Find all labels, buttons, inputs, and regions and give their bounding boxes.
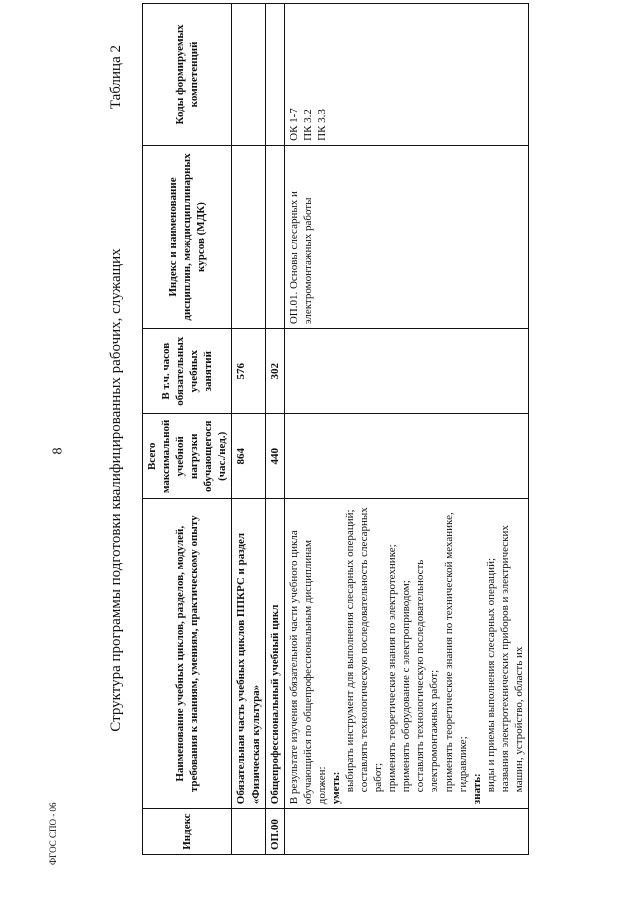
can-item: применять теоретические знания по электротехнике;: [386, 544, 399, 793]
cell-max-load: [284, 414, 528, 499]
cell-index: [232, 809, 265, 855]
can-item: применять теоретические знания по технической механике, гидравлике;: [442, 512, 469, 793]
header-max-load: Всего максимальной учебной нагрузки обучающегося (час./нед.): [143, 414, 232, 499]
can-item: составлять технологическую последовательность электромонтажных работ;: [414, 559, 441, 793]
cell-max-load: 440: [265, 414, 284, 499]
header-discipline: Индекс и наименование дисциплин, междисциплинарных курсов (МДК): [143, 145, 232, 328]
know-item: названия электротехнических приборов и электрических машин, устройство, область их: [498, 525, 525, 793]
cell-index: [284, 809, 528, 855]
requirements-intro: В результате изучения обязательной части учебного цикла обучающийся по общепрофессиональным дисциплинам должен:: [287, 530, 328, 805]
cell-codes: [265, 4, 284, 146]
cell-requirements: [284, 499, 528, 809]
header-name: Наименование учебных циклов, разделов, модулей, требования к знаниям, умениям, практическому опыту: [143, 499, 232, 809]
table-row-op01: [284, 4, 528, 855]
table-row-op00: [265, 4, 284, 855]
footer-code: ФГОС СПО - 06: [48, 802, 58, 865]
cell-discipline: [265, 145, 284, 328]
table-row-mandatory: [232, 4, 265, 855]
page-number: 8: [50, 447, 66, 455]
cell-discipline: ОП.01. Основы слесарных и электромонтажных работы: [284, 145, 528, 328]
know-label: знать:: [470, 773, 483, 805]
header-codes: Коды формируемых компетенций: [143, 4, 232, 146]
competence-code: ПК 3.3: [315, 109, 328, 141]
structure-table: [142, 3, 529, 855]
table-caption: Таблица 2: [108, 45, 124, 110]
can-item: выбирать инструмент для выполнения слесарных операций;: [344, 509, 357, 793]
know-item: виды и приемы выполнения слесарных операций;: [484, 557, 497, 793]
cell-required: 576: [232, 329, 265, 414]
cell-index: ОП.00: [265, 809, 284, 855]
cell-codes: [284, 4, 528, 146]
cell-name: Общепрофессиональный учебный цикл: [265, 499, 284, 809]
can-label: уметь:: [329, 771, 342, 805]
competence-code: ОК 1-7: [287, 108, 300, 141]
cell-required: 302: [265, 329, 284, 414]
header-index: Индекс: [143, 809, 232, 855]
rotated-sheet: [100, 5, 590, 855]
header-required: В т.ч. часов обязательных учебных занятий: [143, 329, 232, 414]
cell-discipline: [232, 145, 265, 328]
cell-codes: [232, 4, 265, 146]
cell-required: [284, 329, 528, 414]
cell-name: Обязательная часть учебных циклов ППКРС и раздел «Физическая культура»: [232, 499, 265, 809]
cell-max-load: 864: [232, 414, 265, 499]
competence-code: ПК 3.2: [301, 109, 314, 141]
can-item: составлять технологическую последовательность слесарных работ;: [358, 507, 385, 793]
document-title: Структура программы подготовки квалифицированных рабочих, служащих: [108, 248, 124, 732]
header-row: [143, 4, 232, 855]
can-item: применять оборудование с электроприводом;: [400, 580, 413, 793]
